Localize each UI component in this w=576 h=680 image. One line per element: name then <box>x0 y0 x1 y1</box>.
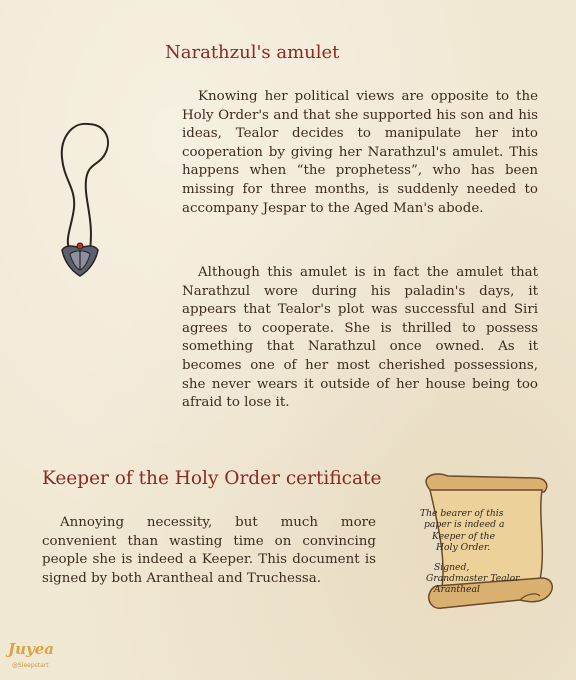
certificate-section-title: Keeper of the Holy Order certificate <box>42 468 382 489</box>
amulet-paragraph-1: Knowing her political views are opposite to the Holy Order's and that she supported his son and his ideas, Tealor decides to manipulate her into cooperation by giving her Narathzul's amulet. This happens when “the prophetess”, who has been missing for three months, is suddenly needed to accompany Jespar to the Aged Man's abode. <box>182 89 538 216</box>
logo-handle: @Sleepstart <box>12 662 49 669</box>
scroll-line: The bearer of this <box>420 508 504 519</box>
scroll-line: Holy Order. <box>436 542 491 554</box>
amulet-paragraph-2: Although this amulet is in fact the amulet that Narathzul wore during his paladin's days, it appears that Tealor's plot was successful and Siri agrees to cooperate. She is thrilled to possess something that Narathzul once owned. As it becomes one of her most cherished possessions, she never wears it outside of her house being too afraid to lose it. <box>182 265 538 411</box>
certificate-paragraph: Annoying necessity, but much more convenient than wasting time on convincing people she is indeed a Keeper. This document is signed by both Arantheal and Truchessa. <box>42 515 376 586</box>
scroll-text <box>420 508 548 596</box>
logo-text: Juyea <box>8 640 54 658</box>
amulet-section-title: Narathzul's amulet <box>165 42 340 63</box>
scroll-line: paper is indeed a <box>424 519 505 531</box>
scroll-line: Signed, <box>434 561 470 573</box>
amulet-icon <box>42 118 132 278</box>
scroll-line: Arantheal <box>434 584 480 596</box>
artist-logo <box>8 636 68 676</box>
scroll-line: Keeper of the <box>432 530 496 542</box>
scroll-line: Grandmaster Tealor <box>426 573 520 585</box>
